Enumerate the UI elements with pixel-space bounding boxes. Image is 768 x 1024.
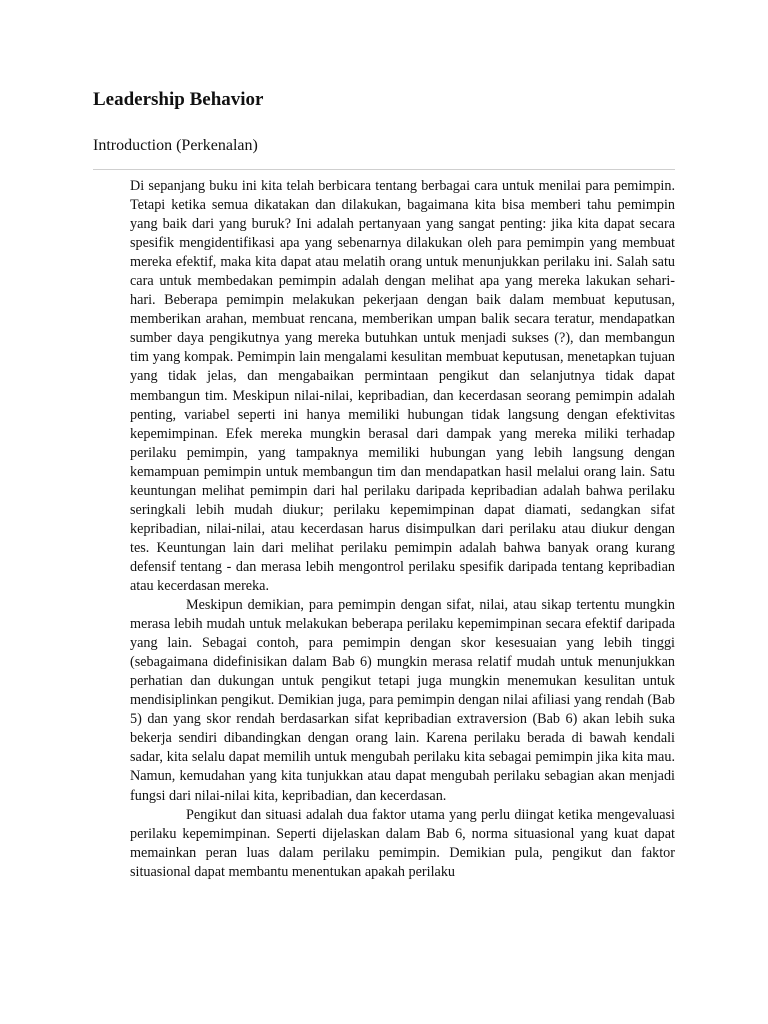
paragraph-2: Meskipun demikian, para pemimpin dengan sifat, nilai, atau sikap tertentu mungkin merasa lebih mudah untuk melakukan beberapa perilaku kepemimpinan secara efektif daripada yang lain. Sebagai contoh, para pemimpin dengan skor kesesuaian yang lebih tinggi (sebagaimana didefinisikan dalam Bab 6) mungkin merasa relatif mudah untuk menunjukkan perhatian dan dukungan untuk pengikut tetapi juga mungkin menemukan kesulitan untuk mendisiplinkan pengikut. Demikian juga, para pemimpin dengan nilai afiliasi yang rendah (Bab 5) dan yang skor rendah berdasarkan sifat kepribadian extraversion (Bab 6) akan lebih suka bekerja sendiri dibandingkan dengan orang lain. Karena perilaku berada di bawah kendali sadar, kita selalu dapat memilih untuk mengubah perilaku kita sebagai pemimpin jika kita mau. Namun, kemudahan yang kita tunjukkan atau dapat mengubah perilaku sebagian akan menjadi fungsi dari nilai-nilai kita, kepribadian, dan kecerdasan. bbox=[130, 597, 675, 804]
body-text bbox=[130, 177, 675, 882]
section-divider bbox=[93, 169, 675, 170]
document-title: Leadership Behavior bbox=[93, 89, 264, 110]
paragraph-3: Pengikut dan situasi adalah dua faktor utama yang perlu diingat ketika mengevaluasi perilaku kepemimpinan. Seperti dijelaskan dalam Bab 6, norma situasional yang kuat dapat memainkan peran luas dalam perilaku pemimpin. Demikian pula, pengikut dan faktor situasional dapat membantu menentukan apakah perilaku bbox=[130, 806, 675, 880]
section-heading: Introduction (Perkenalan) bbox=[93, 137, 258, 154]
paragraph-1: Di sepanjang buku ini kita telah berbicara tentang berbagai cara untuk menilai para pemimpin. Tetapi ketika semua dikatakan dan dilakukan, bagaimana kita bisa memberi tahu pemimpin yang baik dari yang buruk? Ini adalah pertanyaan yang sangat penting: jika kita dapat secara spesifik mengidentifikasi apa yang sebenarnya dilakukan oleh para pemimpin yang membuat mereka efektif, maka kita dapat atau melatih orang untuk menunjukkan perilaku ini. Salah satu cara untuk membedakan pemimpin adalah dengan melihat apa yang mereka lakukan sehari-hari. Beberapa pemimpin melakukan pekerjaan dengan baik dalam membuat keputusan, memberikan arahan, membuat rencana, memberikan umpan balik secara teratur, mendapatkan sumber daya pengikutnya yang mereka butuhkan untuk menjadi sukses (?), dan membangun tim yang kompak. Pemimpin lain mengalami kesulitan membuat keputusan, menetapkan tujuan yang tidak jelas, dan mengabaikan permintaan pengikut dan selanjutnya tidak dapat membangun tim. Meskipun nilai-nilai, kepribadian, dan kecerdasan seorang pemimpin adalah penting, variabel seperti ini hanya memiliki hubungan tidak langsung dengan efektivitas kepemimpinan. Efek mereka mungkin berasal dari dampak yang mereka miliki terhadap perilaku pemimpin, yang tampaknya memiliki hubungan yang lebih langsung dengan kemampuan pemimpin untuk membangun tim dan mendapatkan hasil melalui orang lain. Satu keuntungan melihat pemimpin dari hal perilaku daripada kepribadian adalah bahwa perilaku seringkali lebih mudah diukur; perilaku kepemimpinan dapat diamati, sedangkan sifat kepribadian, nilai-nilai, atau kecerdasan harus disimpulkan dari perilaku atau diukur dengan tes. Keuntungan lain dari melihat perilaku pemimpin adalah bahwa banyak orang kurang defensif tentang - dan merasa lebih mengontrol perilaku spesifik daripada tentang kepribadian atau kecerdasan mereka. bbox=[130, 178, 675, 594]
